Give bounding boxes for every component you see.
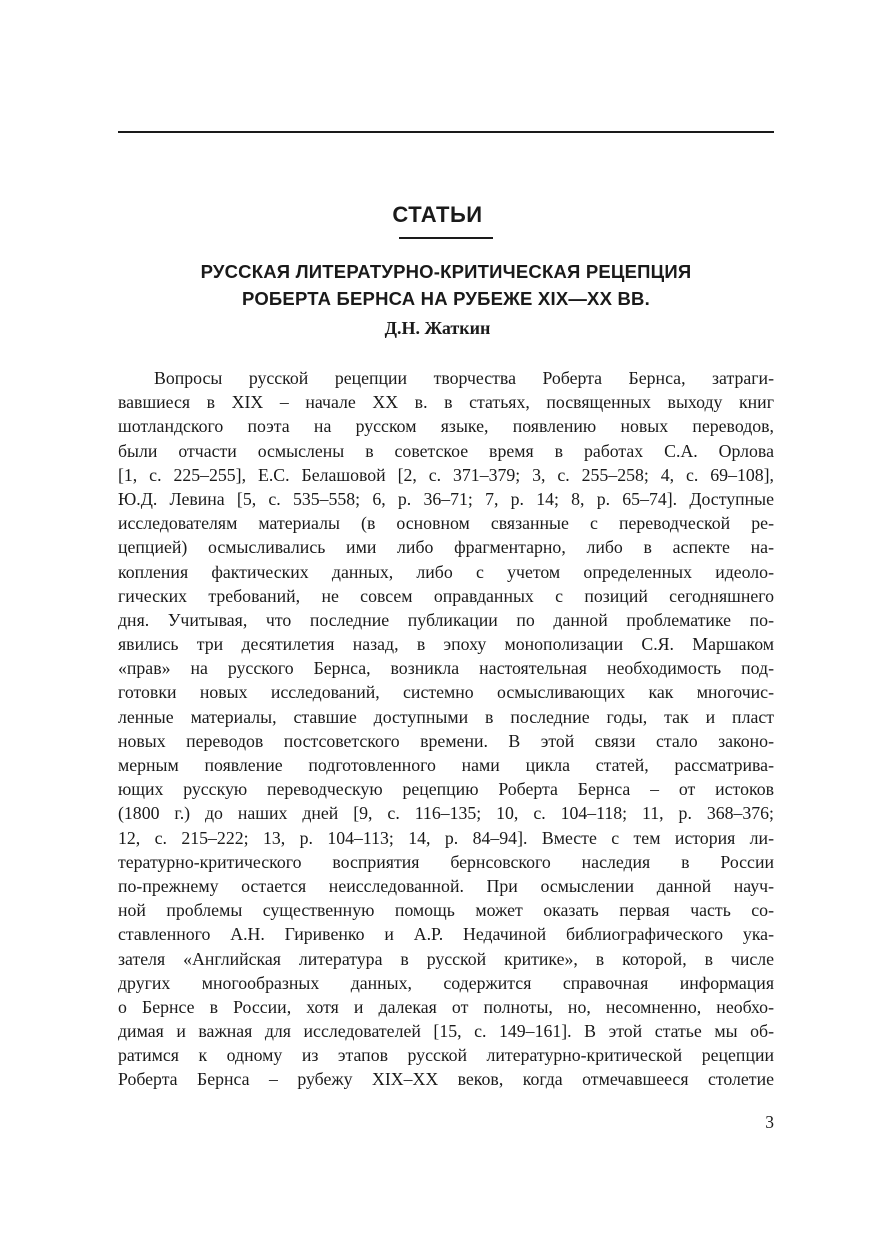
page-number: 3	[765, 1112, 774, 1132]
article-title	[118, 258, 774, 312]
body-line: ной проблемы существенную помощь может оказать первая часть со-	[118, 900, 774, 921]
body-line: «прав» на русского Бернса, возникла настоятельная необходимость под-	[118, 658, 774, 679]
body-line: копления фактических данных, либо с учетом определенных идеоло-	[118, 561, 774, 582]
body-line: ратимся к одному из этапов русской литературно-критической рецепции	[118, 1045, 774, 1066]
header-rule	[118, 131, 774, 133]
body-line: новых переводов постсоветского времени. В этой связи стало законо-	[118, 730, 774, 751]
body-line: димая и важная для исследователей [15, с. 149–161]. В этой статье мы об-	[118, 1021, 774, 1042]
body-line: (1800 г.) до наших дней [9, с. 116–135; 10, с. 104–118; 11, р. 368–376;	[118, 803, 774, 824]
section-title: СТАТЬИ	[392, 202, 483, 227]
article-body	[118, 366, 774, 1092]
body-line: гических требований, не совсем оправданных с позиций сегодняшнего	[118, 585, 774, 606]
body-line: зателя «Английская литература в русской критике», в которой, в числе	[118, 948, 774, 969]
body-line: Роберта Бернса – рубежу XIX–XX веков, когда отмечавшееся столетие	[118, 1069, 774, 1090]
body-line: Вопросы русской рецепции творчества Роберта Бернса, затраги-	[154, 368, 774, 388]
body-line: ющих русскую переводческую рецепцию Роберта Бернса – от истоков	[118, 779, 774, 800]
body-line: исследователям материалы (в основном связанные с переводческой ре-	[118, 513, 774, 534]
body-line: мерным появление подготовленного нами цикла статей, рассматрива-	[118, 755, 774, 775]
body-line: цепцией) осмысливались ими либо фрагментарно, либо в аспекте на-	[118, 537, 774, 558]
body-line: о Бернсе в России, хотя и далекая от полноты, но, несомненно, необхо-	[118, 996, 774, 1017]
section-title-underline	[399, 237, 493, 239]
body-line: шотландского поэта на русском языке, появлению новых переводов,	[118, 416, 774, 437]
body-line: 12, с. 215–222; 13, р. 104–113; 14, р. 84–94]. Вместе с тем история ли-	[118, 827, 774, 848]
body-line: ленные материалы, ставшие доступными в последние годы, так и пласт	[118, 706, 774, 727]
body-line: [1, с. 225–255], Е.С. Белашовой [2, с. 371–379; 3, с. 255–258; 4, с. 69–108],	[118, 464, 774, 485]
author-name: Д.Н. Жаткин	[384, 318, 491, 338]
body-line: ставленного А.Н. Гиривенко и А.Р. Недачиной библиографического ука-	[118, 924, 774, 945]
body-line: дня. Учитывая, что последние публикации по данной проблематике по-	[118, 609, 774, 630]
article-title-line: РУССКАЯ ЛИТЕРАТУРНО-КРИТИЧЕСКАЯ РЕЦЕПЦИЯ	[200, 261, 692, 282]
body-line: по-прежнему остается неисследованной. При осмыслении данной науч-	[118, 875, 774, 896]
body-line: явились три десятилетия назад, в эпоху монополизации С.Я. Маршаком	[118, 634, 774, 655]
article-title-line: РОБЕРТА БЕРНСА НА РУБЕЖЕ XIX—XX ВВ.	[242, 288, 650, 309]
body-line: других многообразных данных, содержится справочная информация	[118, 972, 774, 993]
body-line: тературно-критического восприятия бернсовского наследия в России	[118, 851, 774, 872]
body-line: были отчасти осмыслены в советское время в работах С.А. Орлова	[118, 440, 774, 461]
body-line: готовки новых исследований, системно осмысливающих как многочис-	[118, 682, 774, 703]
body-line: Ю.Д. Левина [5, с. 535–558; 6, р. 36–71; 7, р. 14; 8, р. 65–74]. Доступные	[118, 488, 774, 509]
body-line: вавшиеся в XIX – начале XX в. в статьях, посвященных выходу книг	[118, 392, 774, 413]
